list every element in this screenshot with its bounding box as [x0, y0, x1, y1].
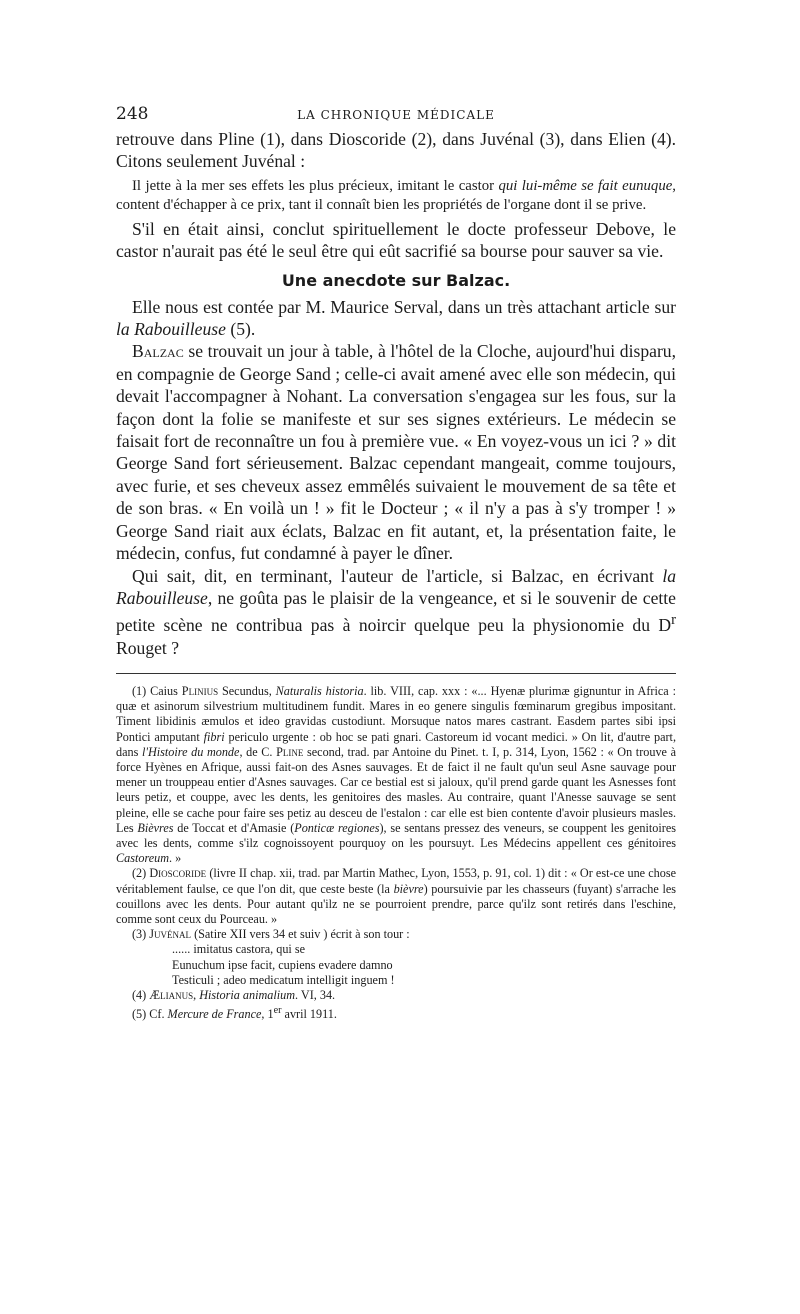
juvenal-quote: [116, 177, 676, 216]
fn5-t1: , 1: [261, 1007, 274, 1022]
footnote-3: [116, 927, 676, 942]
fn1-i3: l'Histoire du monde: [141, 744, 240, 759]
serval-text-end: (5).: [225, 319, 256, 340]
fn4-t1: ,: [193, 988, 200, 1003]
fn1-i1: Naturalis historia: [275, 683, 364, 698]
fn5-i1: Mercure de France: [167, 1007, 262, 1022]
page-header: [116, 100, 676, 128]
fn1-t1: Secundus,: [218, 683, 276, 698]
fn1-t5: second, trad. par Antoine du Pinet. t. I, p. 314, Lyon, 1562 : « On trouve à force Hyènes en Afrique, aussi fait-on des Asnes sauvages. Et de faict il ne fault qu'un seul Asne sauvage pour mener un trouppeau entier d'Asnes sauvages. Car ce bestial est si jaloux, qu'il prend garde quant les Asnesses font leurs petiz, et couppe, avec les dents, les genitoires des masles. Au contraire, quant l'Anesse sauvage se sent pleine, elle se cache pour faire ses petiz au desceu de l'estalon : car elle est bien contente d'avoir plusieurs masles. Les: [116, 744, 676, 835]
fn3-num: (3): [132, 927, 150, 942]
conclusion-sup: r: [671, 612, 676, 629]
fn1-t6: de Toccat et d'Amasie (: [173, 820, 295, 835]
fn1-sc: Plinius: [181, 683, 219, 698]
running-title: LA CHRONIQUE MÉDICALE: [297, 108, 495, 122]
fn5-num: (5) Cf.: [132, 1007, 168, 1022]
fn3-sc: Juvénal: [149, 927, 192, 942]
conclusion-paragraph: [116, 565, 676, 659]
fn1-sc2: Pline: [276, 744, 304, 759]
footnote-5: [116, 1003, 676, 1022]
footnote-rule: [116, 673, 676, 674]
fn2-num: (2): [132, 866, 150, 881]
fn2-sc: Dioscoride: [149, 866, 207, 881]
verse-line-1: ...... imitatus castora, qui se: [172, 942, 306, 957]
serval-paragraph: [116, 296, 676, 341]
serval-italic: la Rabouilleuse: [116, 319, 226, 340]
quote-italic: qui lui-même se fait eunuque: [498, 177, 673, 194]
verse-line-2: Eunuchum ipse facit, cupiens evadere damno: [172, 957, 393, 972]
fn4-i1: Historia animalium: [199, 988, 296, 1003]
fn1-num: (1) Caius: [132, 683, 182, 698]
anecdote-paragraph: [116, 340, 676, 564]
verse-line-3: Testiculi ; adeo medicatum intelligit inguem !: [172, 972, 395, 987]
footnote-4: [116, 988, 676, 1003]
section-heading: Une anecdote sur Balzac.: [281, 270, 511, 290]
balzac-name: Balzac: [132, 341, 184, 362]
fn1-t8: . »: [169, 851, 182, 866]
debove-paragraph: S'il en était ainsi, conclut spirituellement le docte professeur Debove, le castor n'aurait pas été le seul être qui eût sacrifié sa bourse pour sauver sa vie.: [116, 218, 676, 262]
fn1-t7: ), se sentans pressez des veneurs, se couppent les genitoires avec les dents, comme s'ilz cognoissoyent pourquoy on les poursuyt. Les Médecins appellent ces génitoires: [116, 820, 676, 851]
fn1-i5: Ponticæ regiones: [294, 820, 380, 835]
conclusion-text-3: Rouget ?: [116, 637, 180, 658]
page-number: 248: [116, 104, 149, 124]
page: [116, 100, 676, 1023]
fn5-t2: avril 1911.: [281, 1007, 337, 1022]
fn1-i6: Castoreum: [116, 851, 170, 866]
fn4-sc: Ælianus: [149, 988, 194, 1003]
fn3-t1: (Satire XII vers 34 et suiv ) écrit à son tour :: [191, 927, 410, 942]
footnote-2: [116, 866, 676, 927]
conclusion-italic: la Rabouilleuse: [116, 565, 676, 608]
conclusion-text-2: , ne goûta pas le plaisir de la vengeance, et si le souvenir de cette petite scène ne contribua pas à noircir quelque peu la physionomie du D: [116, 587, 676, 636]
intro-paragraph: retrouve dans Pline (1), dans Dioscoride (2), dans Juvénal (3), dans Elien (4). Citons seulement Juvénal :: [116, 129, 676, 172]
fn1-i2: fibri: [203, 729, 225, 744]
footnote-1: [116, 684, 676, 866]
fn1-i4: Bièvres: [137, 820, 174, 835]
fn1-t2: . lib. VIII, cap. xxx : «... Hyenæ plurimæ gignuntur in Africa : quæ et asinorum silvestrium multitudinem fundit. Mares in eo genere singulis fœminarum gregibus impositant. Timent libidinis æmulos et ideo gravidas custodiunt. Morsuque natos mares castrant. Easdem partes sibi ipsi Pontici amputant: [116, 683, 676, 744]
fn5-sup: er: [273, 1005, 282, 1017]
fn2-t1: (livre II chap. xii, trad. par Martin Mathec, Lyon, 1553, p. 91, col. 1) dit : « Or est-ce une chose véritablement faulse, ce que l'on dit, que ceste beste (la: [116, 866, 676, 896]
anecdote-text: se trouvait un jour à table, à l'hôtel de la Cloche, aujourd'hui disparu, en compagnie de George Sand ; celle-ci avait amené avec elle son médecin, qui devait l'accompagner à Nohant. La conversation s'engagea sur les fous, sur la façon dont la folie se manifeste et sur ses signes extérieurs. Le médecin se faisait fort de reconnaître un fou à première vue. « En voyez-vous un ici ? » dit George Sand fort sérieusement. Balzac cependant mangeait, comme toujours, avec furie, et ses cheveux assez emmêlés suivaient le mouvement de sa tête et de son bras. « En voilà un ! » fit le Docteur ; « il n'y a pas à s'y tromper ! » George Sand riait aux éclats, Balzac en fit autant, et, la présentation faite, le médecin, confus, fut condamné à payer le dîner.: [116, 341, 676, 564]
fn2-i1: bièvre: [393, 881, 424, 896]
fn1-t3: periculo urgente : ob hoc se pati gnari. Castoreum id vocant medici. » On lit, d'autre part, dans: [116, 729, 676, 759]
quote-text-end: , content d'échapper à ce prix, tant il connaît bien les propriétés de l'organe dont il se prive.: [116, 177, 676, 214]
conclusion-text: Qui sait, dit, en terminant, l'auteur de l'article, si Balzac, en écrivant: [132, 565, 663, 586]
fn4-t2: . VI, 34.: [295, 988, 336, 1003]
fn2-t2: ) poursuivie par les chasseurs (fuyant) s'arrache les couillons avec les dents. Pour autant qu'ilz ne se pourroient prendre, parce qu'ilz sont retirés dans l'eschine, comme sont ceux du Pourceau. »: [116, 881, 676, 927]
serval-text: Elle nous est contée par M. Maurice Serval, dans un très attachant article sur: [132, 296, 676, 317]
fn1-t4: , de C.: [239, 744, 277, 759]
quote-text: Il jette à la mer ses effets les plus précieux, imitant le castor: [132, 177, 499, 194]
fn4-num: (4): [132, 988, 150, 1003]
